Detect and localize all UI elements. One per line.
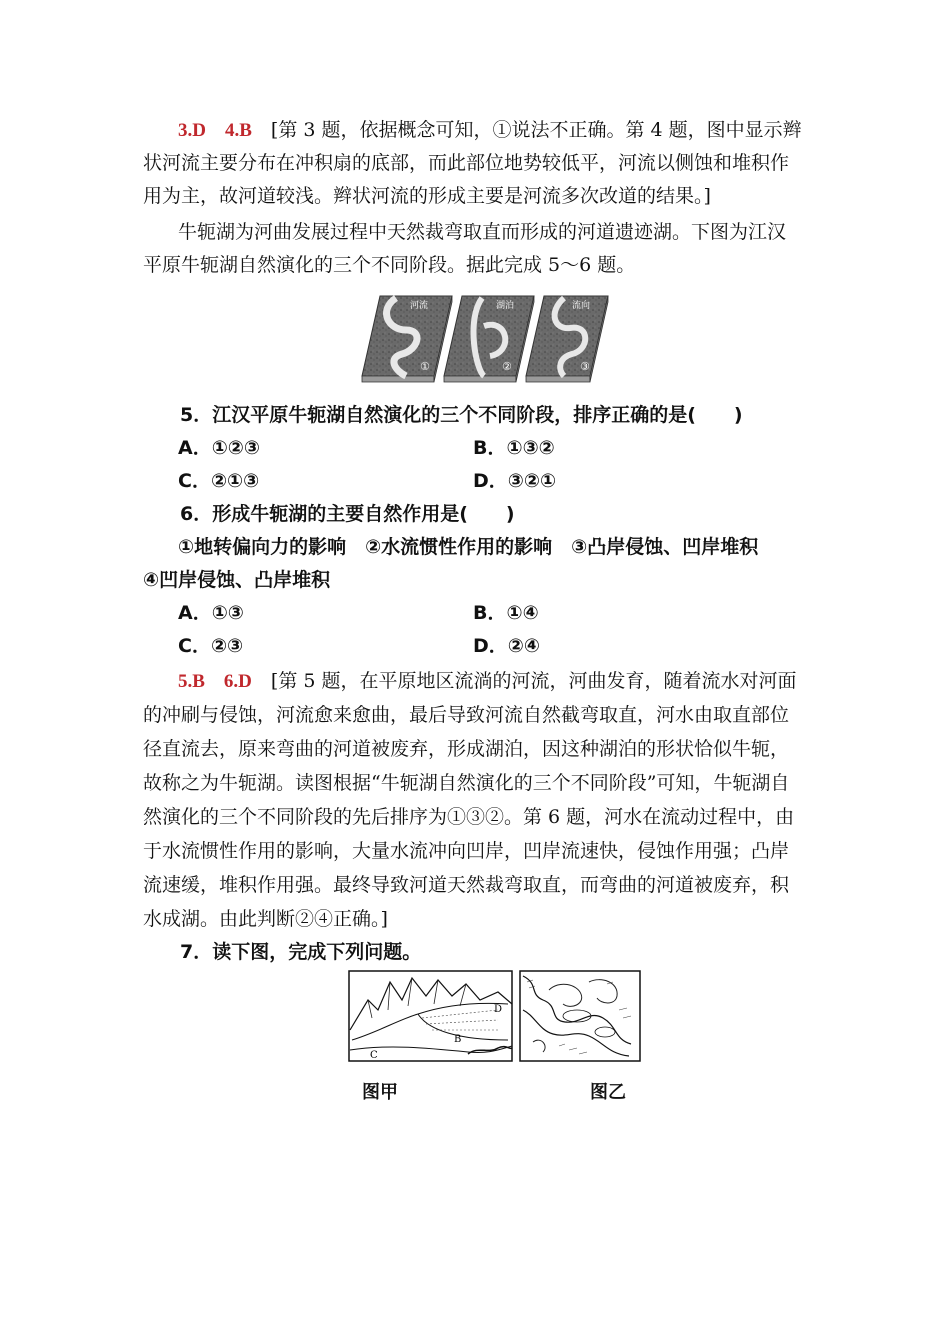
label-flow-direction: 流向 [572,301,591,311]
label-c: C [370,1050,378,1061]
text-line: 故称之为牛轭湖。读图根据“牛轭湖自然演化的三个不同阶段”可知，牛轭湖自 [143,772,790,794]
caption-figure-yi: 图乙 [590,1082,626,1103]
label-river: 河流 [410,301,429,311]
label-d: D [494,1004,503,1015]
q6-option-a[interactable]: A．①③ [178,602,244,624]
label-lake: 湖泊 [496,301,515,311]
text-line: 然演化的三个不同阶段的先后排序为①③②。第 6 题，河水在流动过程中，由 [143,806,795,828]
text-line: 状河流主要分布在冲积扇的底部，而此部位地势较低平，河流以侧蚀和堆积作 [143,152,790,174]
intro-line: 牛轭湖为河曲发展过程中天然裁弯取直而形成的河道遗迹湖。下图为江汉 [178,221,787,243]
q5-option-a[interactable]: A．①②③ [178,437,260,459]
answer-paragraph-5-6 [178,667,797,696]
stage-label-2: ② [502,360,512,373]
stage-label-1: ① [420,360,430,373]
answer-paragraph-3-4 [178,116,802,145]
figure-jia-alluvial-fan [348,970,513,1062]
text-line: 水成湖。由此判断②④正确。] [143,908,388,930]
text-line: 流速缓，堆积作用强。最终导致河道天然裁弯取直，而弯曲的河道被废弃，积 [143,874,790,896]
q5-option-c[interactable]: C．②①③ [178,470,260,492]
q6-option-d[interactable]: D．②④ [473,635,540,657]
question-7-stem: 7．读下图，完成下列问题。 [180,941,422,963]
question-5-stem: 5．江汉平原牛轭湖自然演化的三个不同阶段，排序正确的是( ) [180,404,743,426]
caption-figure-jia: 图甲 [362,1082,398,1103]
answer-key-3-4: 3.D 4.B [178,120,252,141]
text-line: 于水流惯性作用的影响，大量水流冲向凹岸，凹岸流速快，侵蚀作用强；凸岸 [143,840,790,862]
answer-key-5-6: 5.B 6.D [178,671,252,692]
text-line: 径直流去，原来弯曲的河道被废弃，形成湖泊，因这种湖泊的形状恰似牛轭， [143,738,790,760]
q5-option-b[interactable]: B．①③② [473,437,555,459]
answer-text: [第 3 题，依据概念可知，①说法不正确。第 4 题，图中显示辫 [251,119,802,141]
oxbow-lake-stages-figure [358,290,611,383]
stage-label-3: ③ [580,360,590,373]
q5-option-d[interactable]: D．③②① [473,470,557,492]
text-line: 用为主，故河道较浅。辫状河流的形成主要是河流多次改道的结果。] [143,185,711,207]
text-line: 的冲刷与侵蚀，河流愈来愈曲，最后导致河流自然截弯取直，河水由取直部位 [143,704,790,726]
question-6-items-cont: ④凹岸侵蚀、凸岸堆积 [143,569,331,591]
question-6-items: ①地转偏向力的影响 ②水流惯性作用的影响 ③凸岸侵蚀、凹岸堆积 [178,536,759,558]
figure-yi-river-meanders [519,970,641,1062]
q6-option-c[interactable]: C．②③ [178,635,244,657]
stage-block-3 [526,296,608,382]
question-6-stem: 6．形成牛轭湖的主要自然作用是( ) [180,503,515,525]
stage-block-1 [362,296,452,382]
label-b: B [454,1034,462,1045]
intro-line: 平原牛轭湖自然演化的三个不同阶段。据此完成 5～6 题。 [143,254,636,276]
q6-option-b[interactable]: B．①④ [473,602,539,624]
stage-block-2 [444,296,534,382]
answer-text: [第 5 题，在平原地区流淌的河流，河曲发育，随着流水对河面 [251,670,797,692]
